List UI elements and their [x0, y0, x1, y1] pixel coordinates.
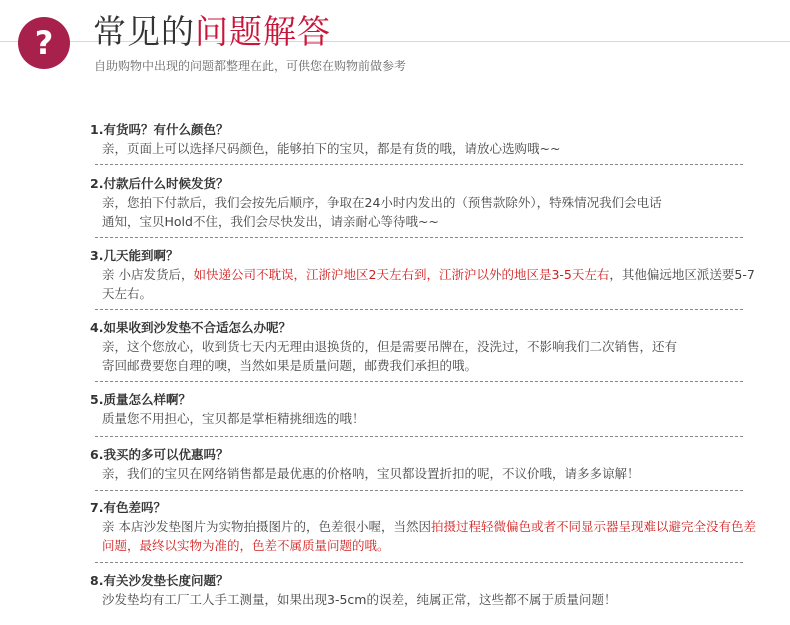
dashed-divider: [95, 436, 743, 437]
faq-item-3: [90, 247, 755, 303]
faq-answer: [90, 193, 762, 231]
answer-highlight: 拍摄过程轻微偏色或者不同显示器呈现难以避完全没有色差问题，最终以实物为准的，色差不属质量问题的哦。: [102, 519, 756, 553]
title-part-1: 常见的: [93, 12, 195, 51]
faq-item-8: [90, 572, 740, 609]
faq-answer: [90, 517, 762, 555]
faq-question: 5.质量怎么样啊？: [90, 392, 191, 407]
faq-answer: 质量您不用担心，宝贝都是掌柜精挑细选的哦！: [102, 411, 365, 426]
faq-item-7: [90, 499, 756, 555]
answer-text: ，其他偏远地区派送要5-7天左右。: [102, 267, 755, 301]
dashed-divider: [95, 490, 743, 491]
faq-item-1: [90, 121, 740, 158]
answer-text: 亲 本店沙发垫图片为实物拍摄图片的，色差很小喔，当然因: [102, 519, 431, 534]
dashed-divider: [95, 237, 743, 238]
faq-answer: [90, 265, 762, 303]
faq-question: 8.有关沙发垫长度问题？: [90, 573, 229, 588]
faq-item-4: [90, 319, 740, 375]
page-title: [93, 11, 331, 53]
answer-text: 亲 小店发货后，: [102, 267, 194, 282]
faq-question: 7.有色差吗？: [90, 500, 166, 515]
question-icon: ?: [18, 17, 70, 69]
faq-question: 1.有货吗？有什么颜色？: [90, 122, 229, 137]
title-part-2: 问题解答: [195, 12, 331, 51]
dashed-divider: [95, 164, 743, 165]
faq-answer-line: 亲，您拍下付款后，我们会按先后顺序，争取在24小时内发出的（预售款除外），特殊情况我们会电话: [102, 195, 662, 210]
faq-answer: 亲，我们的宝贝在网络销售都是最优惠的价格呐，宝贝都设置折扣的呢，不议价哦，请多多谅解！: [102, 466, 640, 481]
faq-question: 4.如果收到沙发垫不合适怎么办呢？: [90, 320, 291, 335]
faq-answer: 沙发垫均有工厂工人手工测量，如果出现3-5cm的误差，纯属正常，这些都不属于质量问题！: [102, 592, 617, 607]
answer-highlight: 如快递公司不耽误，江浙沪地区2天左右到，江浙沪以外的地区是3-5天左右: [193, 267, 610, 282]
faq-answer: [90, 337, 762, 375]
faq-question: 6.我买的多可以优惠吗？: [90, 447, 229, 462]
faq-item-6: [90, 446, 740, 483]
faq-answer-line: 通知，宝贝Hold不住，我们会尽快发出，请亲耐心等待哦~~: [102, 214, 439, 229]
page-subtitle: 自助购物中出现的问题都整理在此，可供您在购物前做参考: [94, 59, 407, 73]
dashed-divider: [95, 309, 743, 310]
dashed-divider: [95, 381, 743, 382]
faq-item-2: [90, 175, 740, 231]
faq-question: 2.付款后什么时候发货？: [90, 176, 229, 191]
faq-answer-line: 亲，这个您放心，收到货七天内无理由退换货的，但是需要吊牌在，没洗过，不影响我们二次销售，还有: [102, 339, 678, 354]
faq-answer-line: 寄回邮费要您自理的噢，当然如果是质量问题，邮费我们承担的哦。: [102, 358, 478, 373]
faq-answer: 亲，页面上可以选择尺码颜色，能够拍下的宝贝，都是有货的哦，请放心选购哦~~: [102, 141, 561, 156]
faq-item-5: [90, 391, 740, 428]
dashed-divider: [95, 562, 743, 563]
faq-question: 3.几天能到啊？: [90, 248, 179, 263]
